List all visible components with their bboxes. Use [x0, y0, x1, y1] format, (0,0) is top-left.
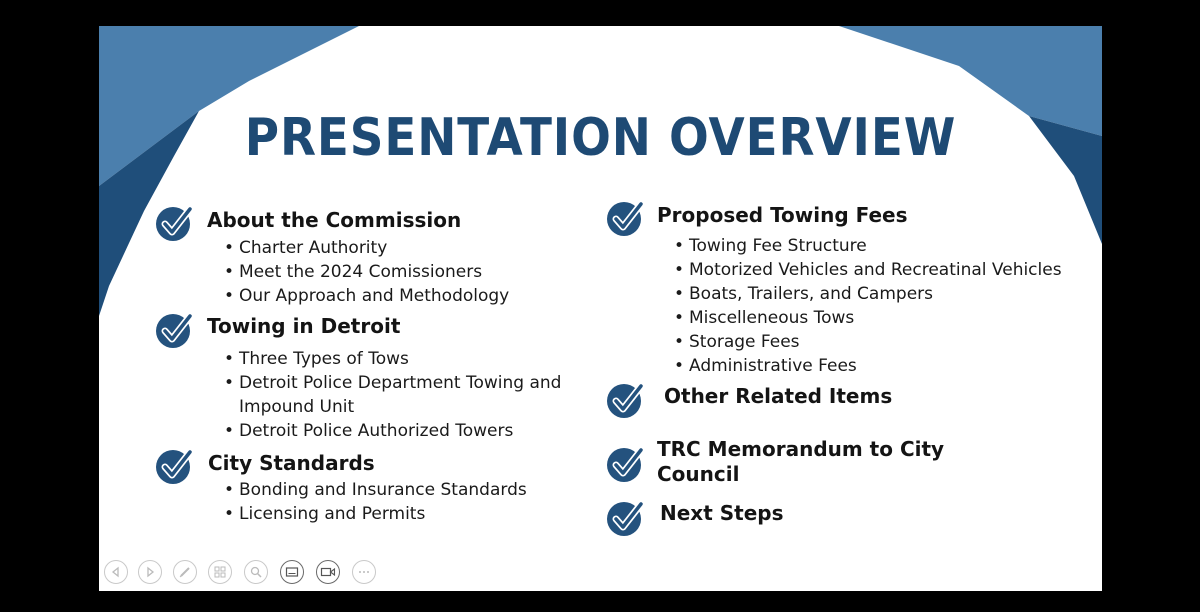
list-item: • Boats, Trailers, and Campers — [674, 282, 1062, 306]
list-item: • Detroit Police Department Towing and Impound Unit — [224, 371, 579, 419]
zoom-button[interactable] — [244, 560, 268, 584]
slide-title: PRESENTATION OVERVIEW — [244, 108, 957, 168]
subtitles-icon — [285, 565, 299, 579]
list-item: • Our Approach and Methodology — [224, 284, 509, 308]
list-item: • Miscelleneous Tows — [674, 306, 1062, 330]
city-standards-list — [224, 478, 527, 526]
section-title-city-standards: City Standards — [208, 451, 375, 475]
list-item: • Towing Fee Structure — [674, 234, 1062, 258]
arrow-right-icon — [144, 566, 156, 578]
camera-icon — [320, 565, 336, 579]
next-slide-button[interactable] — [138, 560, 162, 584]
more-options-icon — [357, 565, 371, 579]
pen-icon — [178, 565, 192, 579]
slideshow-toolbar — [99, 556, 399, 586]
section-title-trc-memorandum: TRC Memorandum to City Council — [657, 437, 945, 486]
check-circle-icon — [605, 198, 645, 238]
more-options-button[interactable] — [352, 560, 376, 584]
list-item: • Meet the 2024 Comissioners — [224, 260, 509, 284]
zoom-icon — [249, 565, 263, 579]
list-item: • Detroit Police Authorized Towers — [224, 419, 579, 443]
check-circle-icon — [154, 446, 194, 486]
about-commission-list — [224, 236, 509, 308]
list-item: • Administrative Fees — [674, 354, 1062, 378]
check-circle-icon — [605, 444, 645, 484]
check-circle-icon — [154, 203, 194, 243]
list-item: • Bonding and Insurance Standards — [224, 478, 527, 502]
section-title-proposed-fees: Proposed Towing Fees — [657, 203, 908, 227]
section-title-towing-detroit: Towing in Detroit — [207, 314, 401, 338]
list-item: • Storage Fees — [674, 330, 1062, 354]
list-item: • Motorized Vehicles and Recreatinal Vehicles — [674, 258, 1062, 282]
list-item: • Licensing and Permits — [224, 502, 527, 526]
check-circle-icon — [605, 498, 645, 538]
list-item: • Charter Authority — [224, 236, 509, 260]
presentation-slide — [99, 26, 1102, 591]
subtitles-button[interactable] — [280, 560, 304, 584]
section-title-other-items: Other Related Items — [664, 384, 893, 408]
see-all-slides-button[interactable] — [208, 560, 232, 584]
check-circle-icon — [605, 380, 645, 420]
camera-button[interactable] — [316, 560, 340, 584]
previous-slide-button[interactable] — [104, 560, 128, 584]
section-title-about-commission: About the Commission — [207, 208, 462, 232]
list-item: • Three Types of Tows — [224, 347, 579, 371]
arrow-left-icon — [110, 566, 122, 578]
slides-grid-icon — [213, 565, 227, 579]
section-title-next-steps: Next Steps — [660, 501, 784, 525]
proposed-fees-list — [674, 234, 1062, 378]
check-circle-icon — [154, 310, 194, 350]
pen-tool-button[interactable] — [173, 560, 197, 584]
towing-detroit-list — [224, 347, 579, 443]
